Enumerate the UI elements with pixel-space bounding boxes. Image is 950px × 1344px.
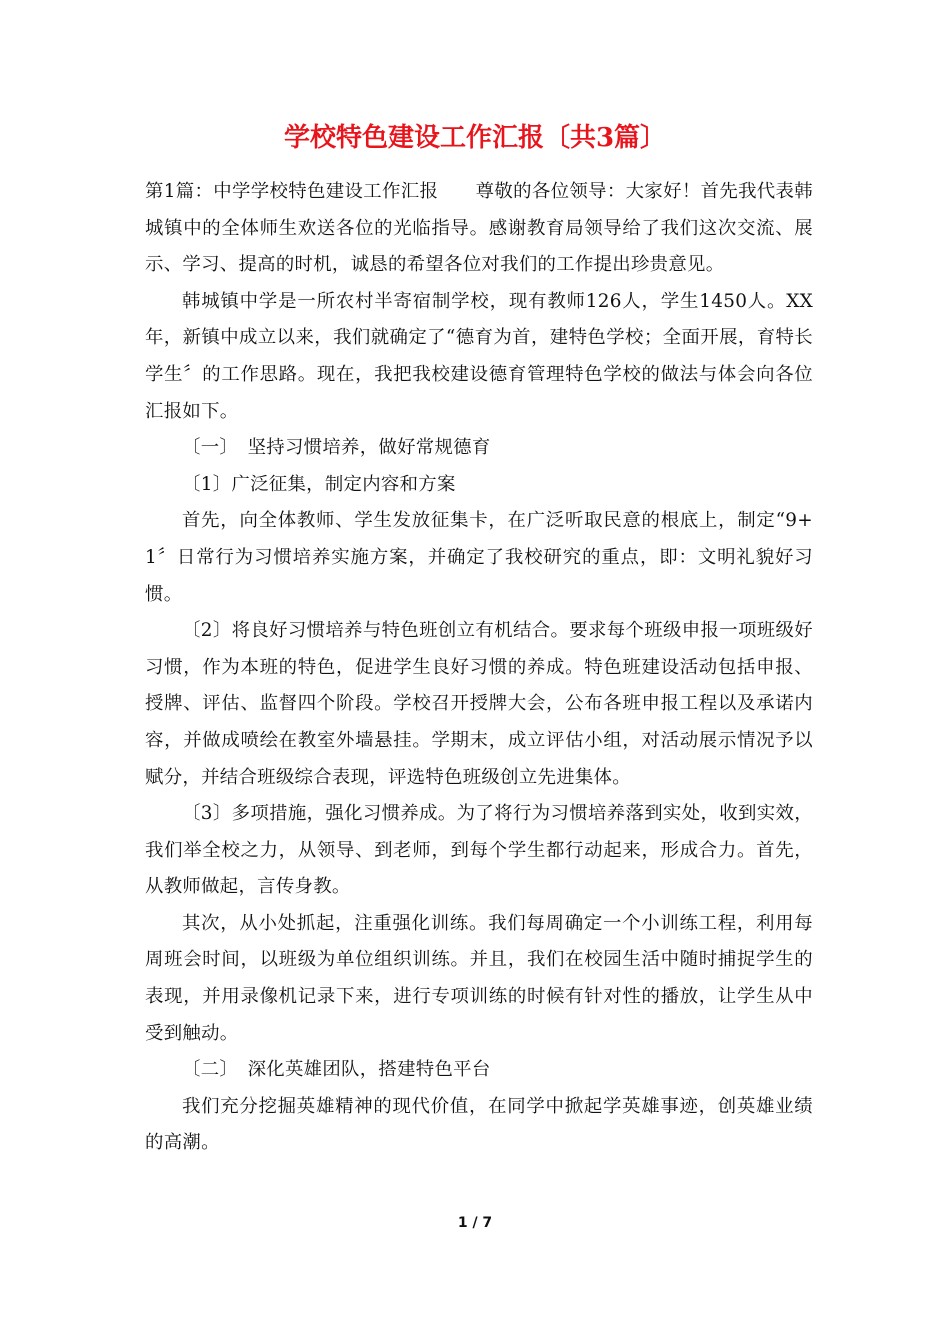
paragraph-heroes: 我们充分挖掘英雄精神的现代价值，在同学中掀起学英雄事迹，创英雄业绩的高潮。 xyxy=(145,1095,813,1154)
document-body xyxy=(145,174,813,1162)
paragraph-training: 其次，从小处抓起，注重强化训练。我们每周确定一个小训练工程，利用每周班会时间，以班级为单位组织训练。并且，我们在校园生活中随时捕捉学生的表现，并用录像机记录下来，进行专项训练的时候有针对性的播放，让学生从中受到触动。 xyxy=(145,912,813,1044)
subheading-1: 〔1〕广泛征集，制定内容和方案 xyxy=(182,473,456,495)
paragraph-collect-cards: 首先，向全体教师、学生发放征集卡，在广泛听取民意的根底上，制定“9+1〞日常行为习惯培养实施方案，并确定了我校研究的重点，即：文明礼貌好习惯。 xyxy=(145,510,813,605)
paragraph-school-overview: 韩城镇中学是一所农村半寄宿制学校，现有教师126人，学生1450人。XX年，新镇中成立以来，我们就确定了“德育为首，建特色学校；全面开展，育特长学生〞的工作思路。现在，我把我校建设德育管理特色学校的做法与体会向各位汇报如下。 xyxy=(145,290,813,422)
paragraph-measures: 〔3〕多项措施，强化习惯养成。为了将行为习惯培养落到实处，收到实效，我们举全校之力，从领导、到老师，到每个学生都行动起来，形成合力。首先，从教师做起，言传身教。 xyxy=(145,803,813,898)
document-title: 学校特色建设工作汇报〔共3篇〕 xyxy=(283,123,667,153)
paragraph-special-class: 〔2〕将良好习惯培养与特色班创立有机结合。要求每个班级申报一项班级好习惯，作为本班的特色，促进学生良好习惯的养成。特色班建设活动包括申报、授牌、评估、监督四个阶段。学校召开授牌大会，公布各班申报工程以及承诺内容，并做成喷绘在教室外墙悬挂。学期末，成立评估小组，对活动展示情况予以赋分，并结合班级综合表现，评选特色班级创立先进集体。 xyxy=(145,620,813,788)
page-number: 1 / 7 xyxy=(457,1215,493,1231)
section-heading-2: 〔二〕 深化英雄团队，搭建特色平台 xyxy=(182,1059,491,1081)
section-heading-1: 〔一〕 坚持习惯培养，做好常规德育 xyxy=(182,437,491,459)
paragraph-intro: 第1篇：中学学校特色建设工作汇报 尊敬的各位领导：大家好！首先我代表韩城镇中的全体师生欢送各位的光临指导。感谢教育局领导给了我们这次交流、展示、学习、提高的时机，诚恳的希望各位对我们的工作提出珍贵意见。 xyxy=(145,181,813,276)
